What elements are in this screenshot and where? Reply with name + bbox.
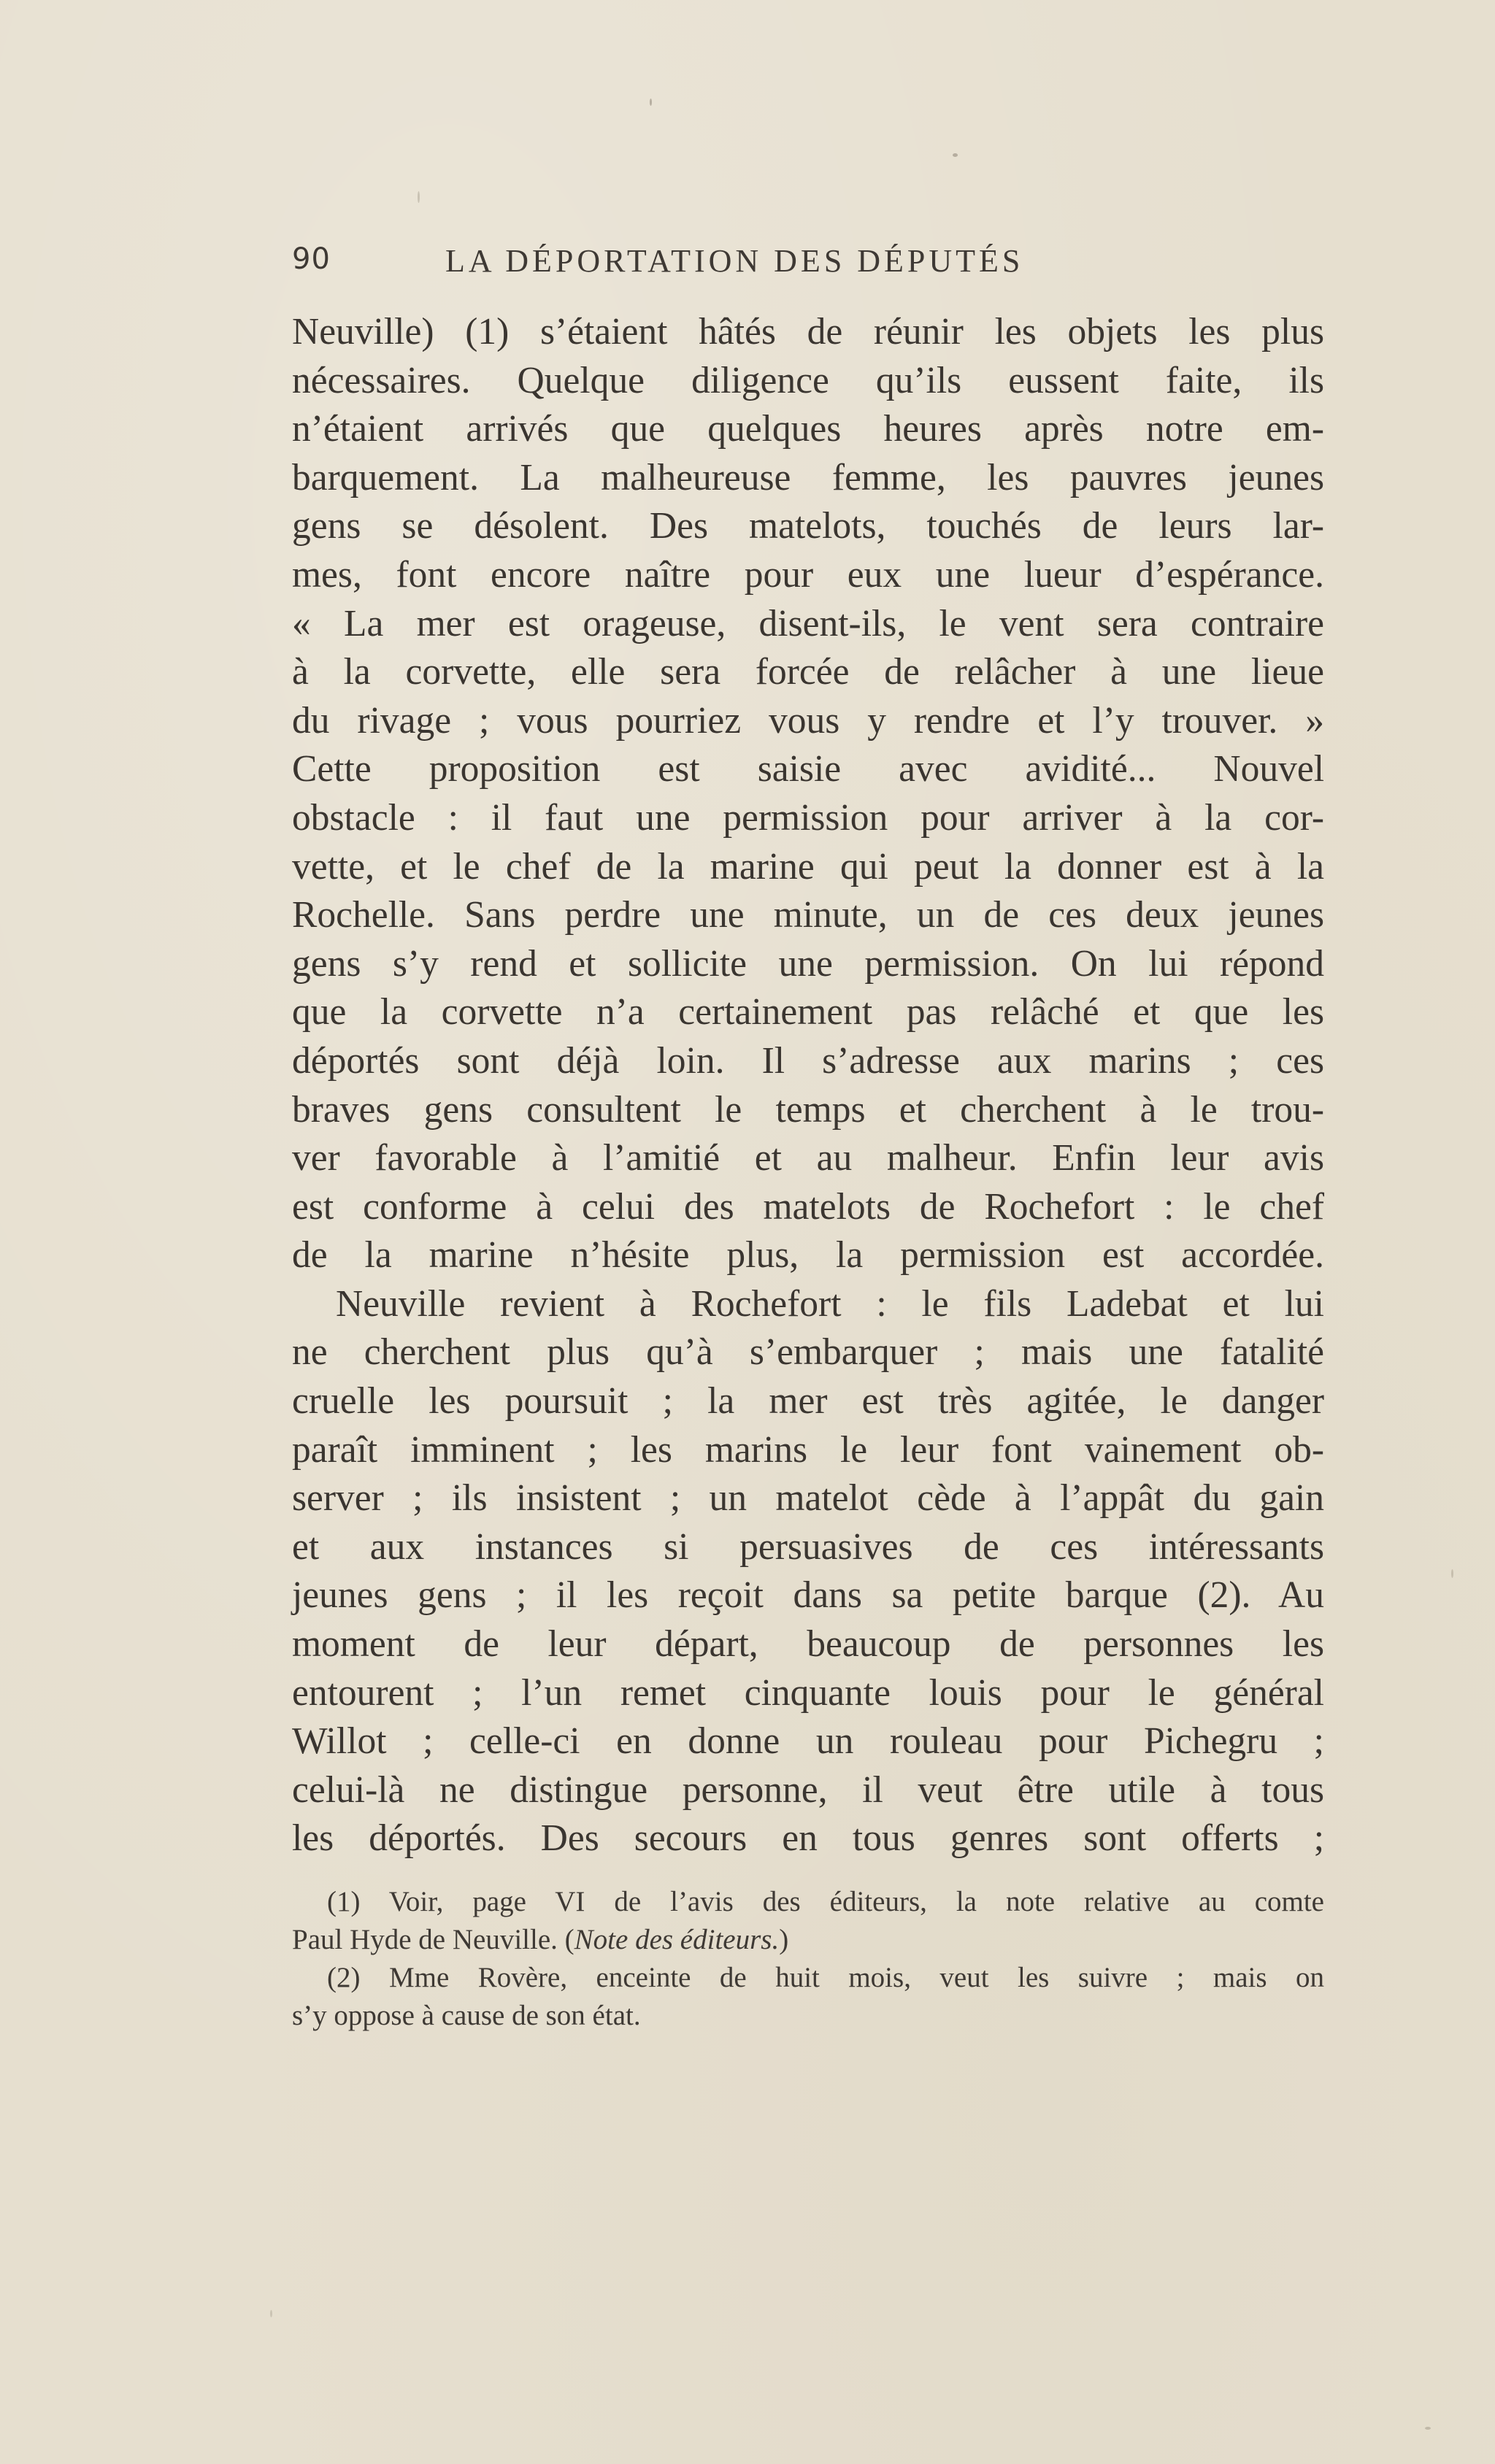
text-line: « La mer est orageuse, disent-ils, le vent sera contraire <box>292 602 1324 644</box>
text-line: et aux instances si persuasives de ces intéressants <box>292 1525 1324 1568</box>
text-line: barquement. La malheureuse femme, les pauvres jeunes <box>292 456 1324 498</box>
text-line: server ; ils insistent ; un matelot cède à l’appât du gain <box>292 1477 1324 1520</box>
footnote-2-line-1: (2) Mme Rovère, enceinte de huit mois, veut les suivre ; mais on <box>327 1962 1324 1993</box>
text-line: paraît imminent ; les marins le leur font vainement ob- <box>292 1428 1324 1471</box>
text-line: Neuville) (1) s’étaient hâtés de réunir les objets les plus <box>292 311 1324 353</box>
text-line: à la corvette, elle sera forcée de relâcher à une lieue <box>292 651 1324 693</box>
footnote-1-line-2 <box>292 1921 1324 1959</box>
body-text <box>292 308 1324 1863</box>
text-line: ne cherchent plus qu’à s’embarquer ; mais une fatalité <box>292 1331 1324 1374</box>
text-line: obstacle : il faut une permission pour arriver à la cor- <box>292 796 1324 839</box>
running-header <box>292 242 1161 286</box>
footnote-1-line-1: (1) Voir, page VI de l’avis des éditeurs, la note relative au comte <box>327 1886 1324 1917</box>
text-line: vette, et le chef de la marine qui peut la donner est à la <box>292 845 1324 888</box>
paper-speck <box>953 153 958 157</box>
text-line: les déportés. Des secours en tous genres sont offerts ; <box>292 1817 1324 1860</box>
paragraph-start-line: Neuville revient à Rochefort : le fils Ladebat et lui <box>336 1282 1324 1325</box>
text-line: gens s’y rend et sollicite une permission. On lui répond <box>292 942 1324 985</box>
text-line: Cette proposition est saisie avec avidité... Nouvel <box>292 748 1324 790</box>
paper-speck <box>418 191 420 203</box>
text-line: ver favorable à l’amitié et au malheur. Enfin leur avis <box>292 1137 1324 1179</box>
paper-speck <box>1425 2427 1431 2430</box>
footnote-1-closing: ) <box>779 1924 789 1955</box>
paper-speck <box>1451 1569 1453 1578</box>
page-number: 90 <box>292 242 331 276</box>
text-line: Willot ; celle-ci en donne un rouleau pour Pichegru ; <box>292 1720 1324 1763</box>
text-line: jeunes gens ; il les reçoit dans sa petite barque (2). Au <box>292 1574 1324 1617</box>
paper-speck <box>270 2310 272 2317</box>
text-line: n’étaient arrivés que quelques heures après notre em- <box>292 408 1324 450</box>
text-line: cruelle les poursuit ; la mer est très agitée, le danger <box>292 1380 1324 1422</box>
text-line: déportés sont déjà loin. Il s’adresse aux marins ; ces <box>292 1039 1324 1082</box>
text-line: braves gens consultent le temps et cherchent à le trou- <box>292 1088 1324 1131</box>
footnotes <box>292 1883 1324 2035</box>
footnote-2-line-2: s’y oppose à cause de son état. <box>292 2000 641 2031</box>
text-line: celui-là ne distingue personne, il veut être utile à tous <box>292 1768 1324 1811</box>
running-title: LA DÉPORTATION DES DÉPUTÉS <box>445 243 1024 279</box>
paper-speck <box>650 99 652 106</box>
footnote-1-text: Paul Hyde de Neuville. ( <box>292 1924 574 1955</box>
text-line: mes, font encore naître pour eux une lueur d’espérance. <box>292 553 1324 596</box>
text-line: que la corvette n’a certainement pas relâché et que les <box>292 991 1324 1033</box>
text-line: est conforme à celui des matelots de Rochefort : le chef <box>292 1185 1324 1228</box>
text-line: entourent ; l’un remet cinquante louis pour le général <box>292 1671 1324 1714</box>
text-line: nécessaires. Quelque diligence qu’ils eussent faite, ils <box>292 359 1324 401</box>
footnote-1-editors-note: Note des éditeurs. <box>574 1924 780 1955</box>
text-line: de la marine n’hésite plus, la permission est accordée. <box>292 1234 1324 1277</box>
text-line: gens se désolent. Des matelots, touchés de leurs lar- <box>292 505 1324 547</box>
text-line: du rivage ; vous pourriez vous y rendre et l’y trouver. » <box>292 699 1324 742</box>
text-line: moment de leur départ, beaucoup de personnes les <box>292 1623 1324 1666</box>
text-line: Rochelle. Sans perdre une minute, un de ces deux jeunes <box>292 894 1324 936</box>
